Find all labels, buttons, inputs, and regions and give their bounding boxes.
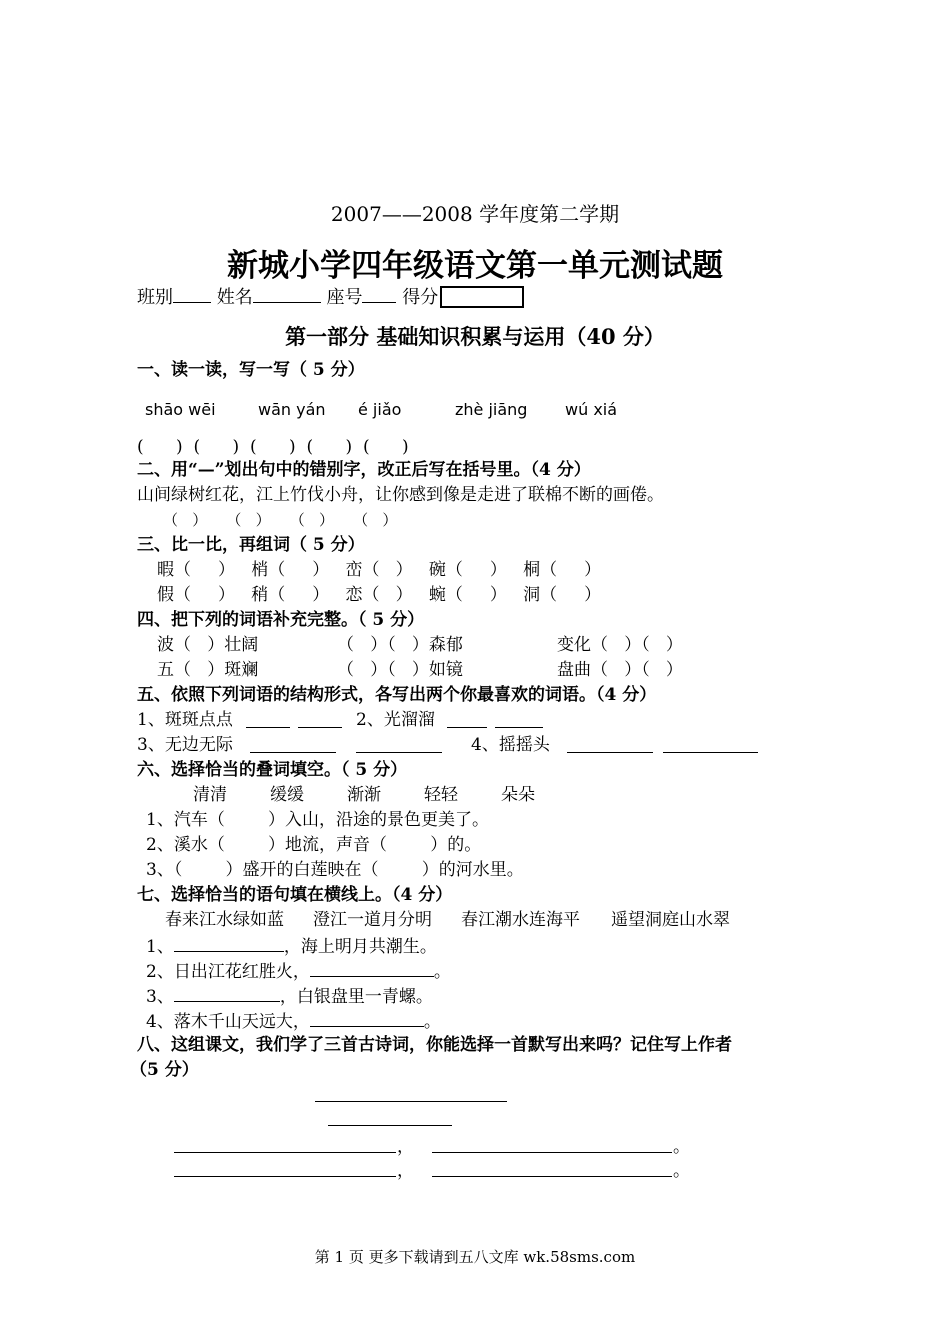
q7-item-4-suffix: 。 — [423, 1012, 441, 1032]
q5-item-2: 2、光溜溜 — [356, 710, 435, 730]
score-box[interactable] — [440, 286, 524, 308]
q6-word-5: 朵朵 — [501, 785, 535, 805]
q6-item-3[interactable]: 3、（ ）盛开的白莲映在（ ）的河水里。 — [146, 860, 524, 880]
q7-option-1: 春来江水绿如蓝 — [165, 910, 284, 930]
q7-item-2-prefix: 2、日出江花红胜火， — [146, 962, 310, 982]
q3-row-2[interactable]: 假（ ） 稍（ ） 恋（ ） 蜿（ ） 洞（ ） — [157, 585, 602, 605]
q5-item-3-blank-1[interactable] — [250, 752, 336, 753]
q7-heading: 七、选择恰当的语句填在横线上。（4 分） — [137, 885, 453, 905]
q7-option-2: 澄江一道月分明 — [313, 910, 432, 930]
q2-heading: 二、用“—”划出句中的错别字，改正后写在括号里。（4 分） — [137, 460, 591, 480]
q5-item-4-blank-2[interactable] — [663, 752, 758, 753]
q7-item-2-suffix: 。 — [433, 962, 451, 982]
q4-item-3[interactable]: 变化（ ）（ ） — [557, 635, 683, 655]
q7-item-2-blank[interactable] — [310, 960, 434, 977]
q6-word-4: 轻轻 — [424, 785, 458, 805]
q8-period-1: 。 — [673, 1137, 690, 1157]
q5-item-1-blank-2[interactable] — [298, 727, 342, 728]
q5-item-3-blank-2[interactable] — [356, 752, 442, 753]
q6-word-3: 渐渐 — [347, 785, 381, 805]
q7-option-4: 遥望洞庭山水翠 — [611, 910, 730, 930]
q6-item-1[interactable]: 1、汽车（ ）入山，沿途的景色更美了。 — [146, 810, 490, 830]
q7-item-3-blank[interactable] — [174, 985, 280, 1002]
q6-heading: 六、选择恰当的叠词填空。（ 5 分） — [137, 760, 408, 780]
q5-item-4-blank-1[interactable] — [567, 752, 653, 753]
q8-comma-1: ， — [397, 1137, 414, 1157]
year-term: 2007——2008 学年度第二学期 — [330, 202, 620, 226]
q8-line-2b-blank[interactable] — [432, 1176, 672, 1177]
q4-item-5[interactable]: （ ）（ ）如镜 — [337, 660, 463, 680]
q5-heading: 五、依照下列词语的结构形式，各写出两个你最喜欢的词语。（4 分） — [137, 685, 657, 705]
q1-pinyin-2: wān yán — [258, 400, 326, 419]
q5-item-2-blank-1[interactable] — [447, 727, 487, 728]
q1-pinyin-3: é jiǎo — [358, 400, 402, 419]
q7-option-3: 春江潮水连海平 — [461, 910, 580, 930]
q4-item-1[interactable]: 波（ ）壮阔 — [157, 635, 259, 655]
q1-heading: 一、读一读，写一写（ 5 分） — [137, 360, 365, 380]
q6-item-2[interactable]: 2、溪水（ ）地流，声音（ ）的。 — [146, 835, 482, 855]
q4-item-2[interactable]: （ ）（ ）森郁 — [337, 635, 463, 655]
q6-word-1: 清清 — [193, 785, 227, 805]
q8-heading-line-2: （5 分） — [130, 1060, 199, 1080]
q6-word-2: 缓缓 — [270, 785, 304, 805]
q8-poem-title-blank[interactable] — [315, 1101, 507, 1102]
q7-item-2 — [146, 960, 451, 982]
q5-item-4: 4、摇摇头 — [471, 735, 550, 755]
q5-item-1-blank-1[interactable] — [246, 727, 290, 728]
q3-heading: 三、比一比，再组词（ 5 分） — [137, 535, 365, 555]
q8-line-1b-blank[interactable] — [432, 1152, 672, 1153]
q7-item-3 — [146, 985, 433, 1007]
q7-item-1-prefix: 1、 — [146, 937, 174, 957]
seat-label: 座号 — [326, 287, 363, 308]
score-label: 得分 — [402, 287, 439, 308]
q8-line-2a-blank[interactable] — [174, 1176, 396, 1177]
q4-item-6[interactable]: 盘曲（ ）（ ） — [557, 660, 683, 680]
q5-item-3: 3、无边无际 — [137, 735, 233, 755]
q7-item-4-blank[interactable] — [310, 1010, 424, 1027]
page-footer: 第 1 页 更多下载请到五八文库 wk.58sms.com — [314, 1248, 636, 1266]
name-blank[interactable] — [253, 286, 321, 303]
class-blank[interactable] — [173, 286, 211, 303]
q7-item-3-prefix: 3、 — [146, 987, 174, 1007]
q7-item-4-prefix: 4、落木千山天远大， — [146, 1012, 310, 1032]
q3-row-1[interactable]: 暇（ ） 梢（ ） 峦（ ） 碗（ ） 桐（ ） — [157, 560, 602, 580]
name-label: 姓名 — [216, 287, 253, 308]
q4-heading: 四、把下列的词语补充完整。（ 5 分） — [137, 610, 425, 630]
q2-sentence: 山间绿树红花，江上竹伐小舟，让你感到像是走进了联棉不断的画倦。 — [137, 485, 664, 505]
q7-item-1 — [146, 935, 437, 957]
q7-item-3-suffix: ，白银盘里一青螺。 — [279, 987, 433, 1007]
q8-comma-2: ， — [397, 1161, 414, 1181]
q7-item-1-blank[interactable] — [174, 935, 284, 952]
q1-answer-brackets[interactable]: ( ) ( ) ( ) ( ) ( ) — [137, 437, 409, 457]
class-label: 班别 — [137, 287, 173, 308]
q1-pinyin-4: zhè jiāng — [455, 400, 528, 419]
q8-author-blank[interactable] — [328, 1125, 452, 1126]
q8-line-1a-blank[interactable] — [174, 1152, 396, 1153]
q4-item-4[interactable]: 五（ ）斑斓 — [157, 660, 259, 680]
q7-item-1-suffix: ，海上明月共潮生。 — [283, 937, 437, 957]
q5-item-1: 1、斑斑点点 — [137, 710, 233, 730]
q1-pinyin-1: shāo wēi — [145, 400, 216, 419]
q1-pinyin-5: wú xiá — [565, 400, 618, 419]
page-title: 新城小学四年级语文第一单元测试题 — [227, 248, 723, 284]
info-fields — [137, 286, 524, 308]
q8-period-2: 。 — [673, 1161, 690, 1181]
q5-item-2-blank-2[interactable] — [495, 727, 543, 728]
q2-answer-brackets[interactable]: （ ） （ ） （ ） （ ） — [163, 511, 398, 529]
seat-blank[interactable] — [362, 286, 396, 303]
q7-item-4 — [146, 1010, 441, 1032]
q8-heading-line-1: 八、这组课文，我们学了三首古诗词，你能选择一首默写出来吗？记住写上作者 — [137, 1035, 732, 1055]
part1-heading: 第一部分 基础知识积累与运用（40 分） — [285, 324, 665, 349]
